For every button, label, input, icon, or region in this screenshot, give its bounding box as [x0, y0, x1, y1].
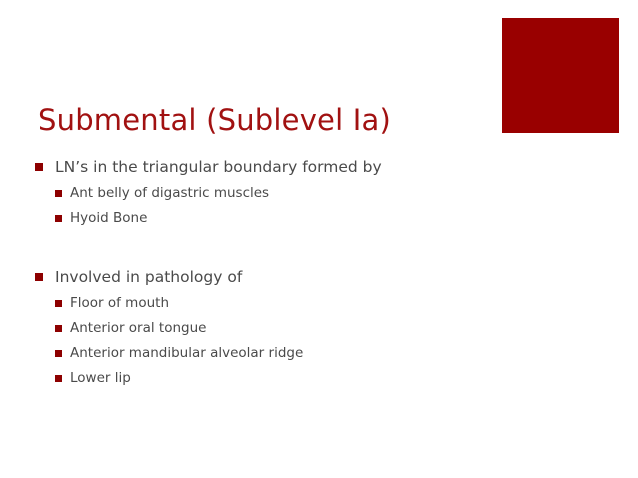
square-bullet-icon — [55, 350, 62, 357]
square-bullet-icon — [55, 190, 62, 197]
square-bullet-icon — [55, 215, 62, 222]
sub-bullet-hyoid — [70, 210, 147, 226]
bullet-text: Ant belly of digastric muscles — [70, 185, 270, 201]
square-bullet-icon — [55, 325, 62, 332]
square-bullet-icon — [35, 273, 43, 281]
bullet-heading-pathology — [55, 268, 242, 286]
sub-bullet-digastric — [70, 185, 269, 201]
square-bullet-icon — [35, 163, 43, 171]
sub-bullet-lower-lip — [70, 370, 131, 386]
bullet-text: Anterior oral tongue — [70, 320, 207, 336]
slide-title: Submental (Sublevel Ia) — [38, 103, 392, 137]
bullet-text: Lower lip — [70, 370, 131, 386]
bullet-text: Anterior mandibular alveolar ridge — [70, 345, 304, 361]
sub-bullet-alveolar-ridge — [70, 345, 303, 361]
bullet-text: Floor of mouth — [70, 295, 169, 311]
square-bullet-icon — [55, 375, 62, 382]
sub-bullet-floor-of-mouth — [70, 295, 169, 311]
bullet-text: Involved in pathology of — [55, 268, 243, 286]
bullet-text: Hyoid Bone — [70, 210, 148, 226]
sub-bullet-oral-tongue — [70, 320, 206, 336]
bullet-text: LN’s in the triangular boundary formed by — [55, 158, 382, 176]
square-bullet-icon — [55, 300, 62, 307]
bullet-heading-boundary — [55, 158, 382, 176]
